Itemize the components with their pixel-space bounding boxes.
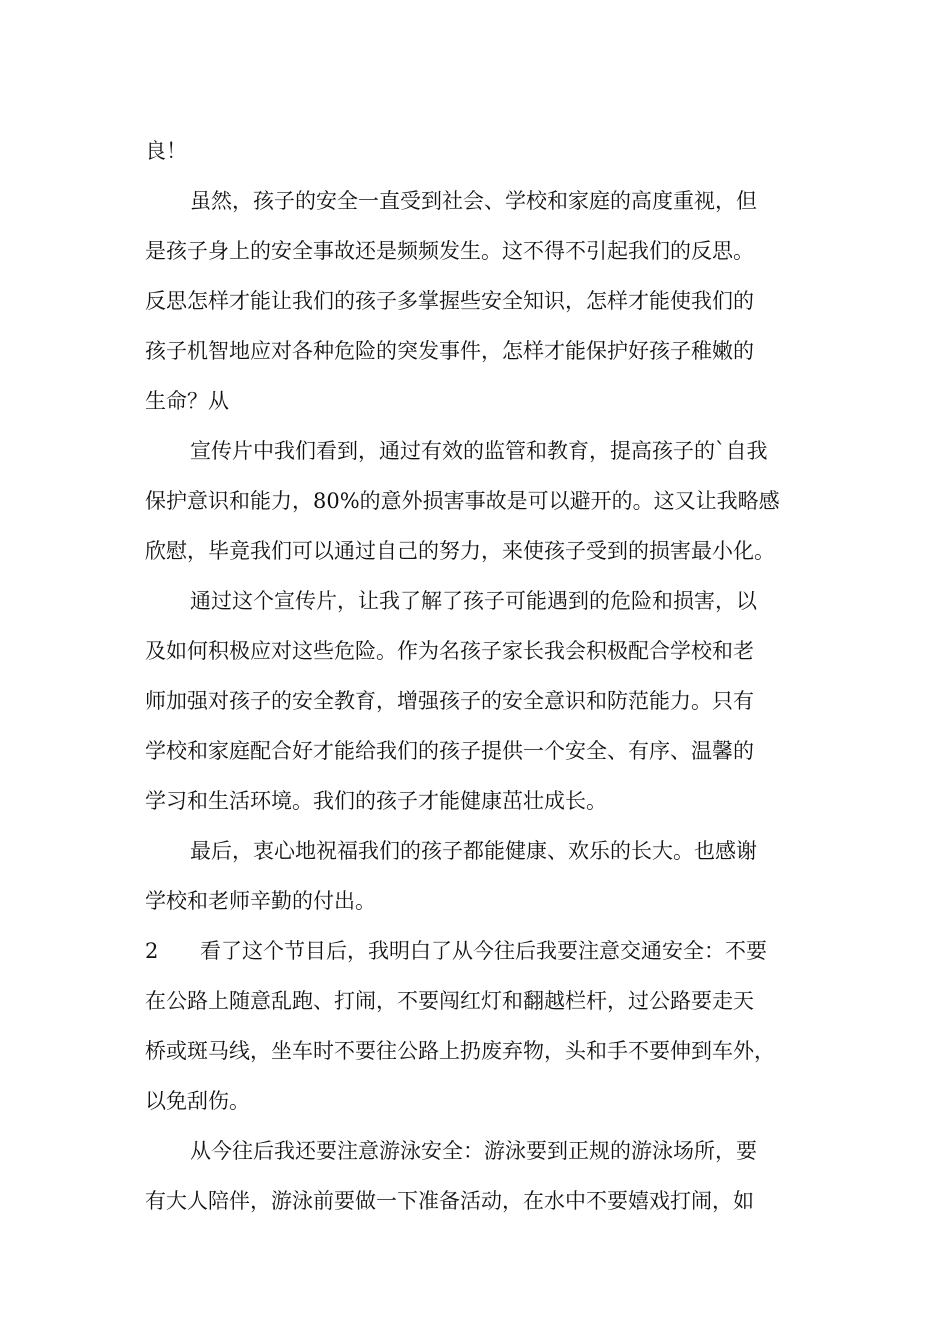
text-line: 学校和家庭配合好才能给我们的孩子提供一个安全、有序、温馨的 [145, 739, 754, 763]
text-line: 及如何积极应对这些危险。作为名孩子家长我会积极配合学校和老 [145, 639, 754, 663]
text-line: 以免刮伤。 [145, 1089, 250, 1113]
text-line: 有大人陪伴，游泳前要做一下准备活动，在水中不要嬉戏打闹，如 [145, 1189, 754, 1213]
text-line: 反思怎样才能让我们的孩子多掌握些安全知识，怎样才能使我们的 [145, 289, 754, 313]
text-line: 师加强对孩子的安全教育，增强孩子的安全意识和防范能力。只有 [145, 689, 754, 713]
paragraph-start: 宣传片中我们看到，通过有效的监管和教育，提高孩子的`自我 [190, 439, 768, 463]
paragraph-start: 通过这个宣传片，让我了解了孩子可能遇到的危险和损害，以 [190, 589, 757, 613]
text-line: 是孩子身上的安全事故还是频频发生。这不得不引起我们的反思。 [145, 239, 754, 263]
paragraph-start: 从今往后我还要注意游泳安全：游泳要到正规的游泳场所，要 [190, 1139, 757, 1163]
paragraph-start: 最后，衷心地祝福我们的孩子都能健康、欢乐的长大。也感谢 [190, 839, 757, 863]
text-line: 生命？从 [145, 389, 229, 413]
paragraph-start: 看了这个节目后，我明白了从今往后我要注意交通安全：不要 [200, 939, 767, 963]
text-line: 保护意识和能力，80%的意外损害事故是可以避开的。这又让我略感 [145, 489, 780, 513]
text-line: 桥或斑马线，坐车时不要往公路上扔废弃物，头和手不要伸到车外， [145, 1039, 775, 1063]
text-line: 在公路上随意乱跑、打闹，不要闯红灯和翻越栏杆，过公路要走天 [145, 989, 754, 1013]
text-line: 欣慰，毕竟我们可以通过自己的努力，来使孩子受到的损害最小化。 [145, 539, 775, 563]
text-line: 孩子机智地应对各种危险的突发事件，怎样才能保护好孩子稚嫩的 [145, 339, 754, 363]
paragraph-start: 虽然，孩子的安全一直受到社会、学校和家庭的高度重视，但 [190, 189, 757, 213]
text-line: 学校和老师辛勤的付出。 [145, 889, 376, 913]
text-line: 良！ [145, 139, 187, 163]
text-line: 学习和生活环境。我们的孩子才能健康茁壮成长。 [145, 789, 607, 813]
section-number: 2 [145, 939, 159, 963]
